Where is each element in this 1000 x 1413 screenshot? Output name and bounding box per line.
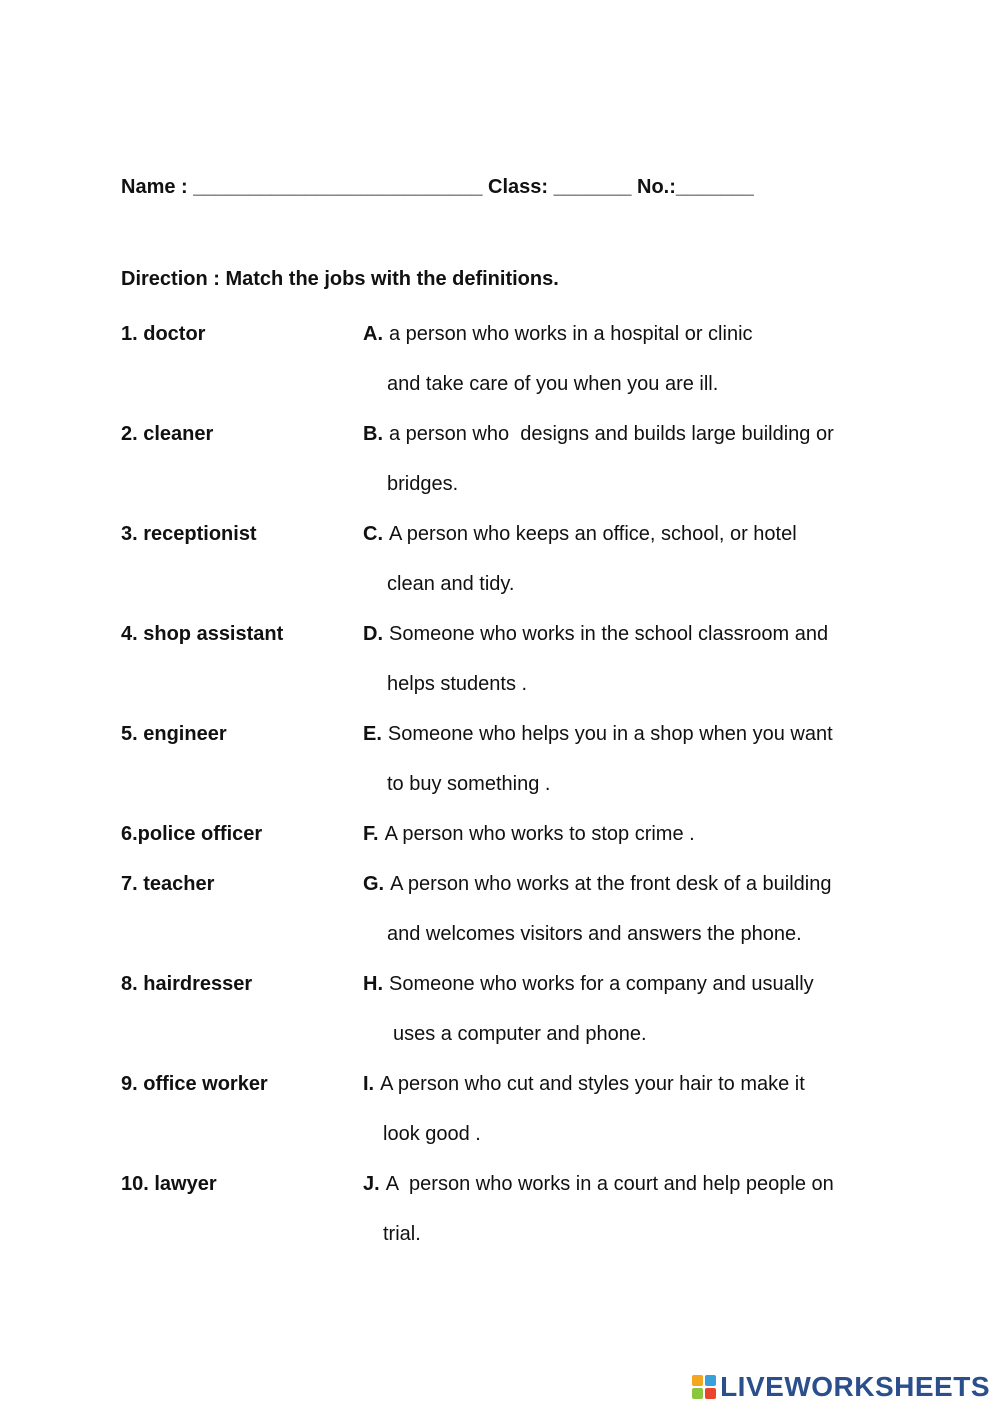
job-label: 4. shop assistant — [121, 623, 284, 645]
definition-letter: H. — [363, 973, 383, 995]
job-label: 8. hairdresser — [121, 973, 253, 995]
definition-continuation: and welcomes visitors and answers the phone. — [387, 923, 802, 945]
definition-text: Someone who works for a company and usually — [389, 973, 814, 995]
definition-letter: C. — [363, 523, 383, 545]
definition-text: a person who designs and builds large building or — [389, 423, 834, 445]
definition-text: Someone who works in the school classroom and — [389, 623, 829, 645]
matching-list — [121, 320, 901, 1270]
job-label: 1. doctor — [121, 323, 206, 345]
definition-letter: A. — [363, 323, 383, 345]
job-label: 9. office worker — [121, 1073, 268, 1095]
definition-continuation: bridges. — [387, 473, 459, 495]
logo-text: LIVEWORKSHEETS — [720, 1371, 990, 1402]
definition-letter: B. — [363, 423, 383, 445]
job-label: 6.police officer — [121, 823, 263, 845]
name-class-number-line: Name : __________________________ Class: _______ No.:_______ — [121, 176, 754, 198]
job-label: 10. lawyer — [121, 1173, 217, 1195]
liveworksheets-logo — [692, 1369, 990, 1405]
definition-text: A person who works at the front desk of a building — [390, 873, 832, 895]
matching-row — [121, 820, 901, 870]
definition-text: A person who works to stop crime . — [384, 823, 695, 845]
liveworksheets-logo-icon — [692, 1375, 716, 1399]
definition-letter: F. — [363, 823, 379, 845]
definition-continuation: helps students . — [387, 673, 528, 695]
job-label: 3. receptionist — [121, 523, 257, 545]
job-label: 5. engineer — [121, 723, 227, 745]
job-label: 7. teacher — [121, 873, 215, 895]
direction-instruction: Direction : Match the jobs with the definitions. — [121, 268, 559, 290]
matching-row — [121, 970, 901, 1070]
definition-text: A person who cut and styles your hair to make it — [380, 1073, 805, 1095]
definition-letter: E. — [363, 723, 382, 745]
definition-letter: D. — [363, 623, 383, 645]
definition-text: A person who works in a court and help people on — [385, 1173, 834, 1195]
job-label: 2. cleaner — [121, 423, 214, 445]
definition-continuation: trial. — [383, 1223, 421, 1245]
definition-continuation: and take care of you when you are ill. — [387, 373, 719, 395]
matching-row — [121, 520, 901, 620]
definition-continuation: look good . — [383, 1123, 481, 1145]
definition-letter: I. — [363, 1073, 375, 1095]
definition-text: A person who keeps an office, school, or hotel — [389, 523, 797, 545]
matching-row — [121, 720, 901, 820]
definition-text: a person who works in a hospital or clinic — [389, 323, 753, 345]
matching-row — [121, 420, 901, 520]
matching-row — [121, 1070, 901, 1170]
definition-letter: G. — [363, 873, 385, 895]
definition-continuation: uses a computer and phone. — [393, 1023, 647, 1045]
matching-row — [121, 320, 901, 420]
definition-letter: J. — [363, 1173, 380, 1195]
definition-continuation: clean and tidy. — [387, 573, 515, 595]
matching-row — [121, 870, 901, 970]
matching-row — [121, 620, 901, 720]
matching-row — [121, 1170, 901, 1270]
definition-text: Someone who helps you in a shop when you want — [387, 723, 833, 745]
definition-continuation: to buy something . — [387, 773, 551, 795]
